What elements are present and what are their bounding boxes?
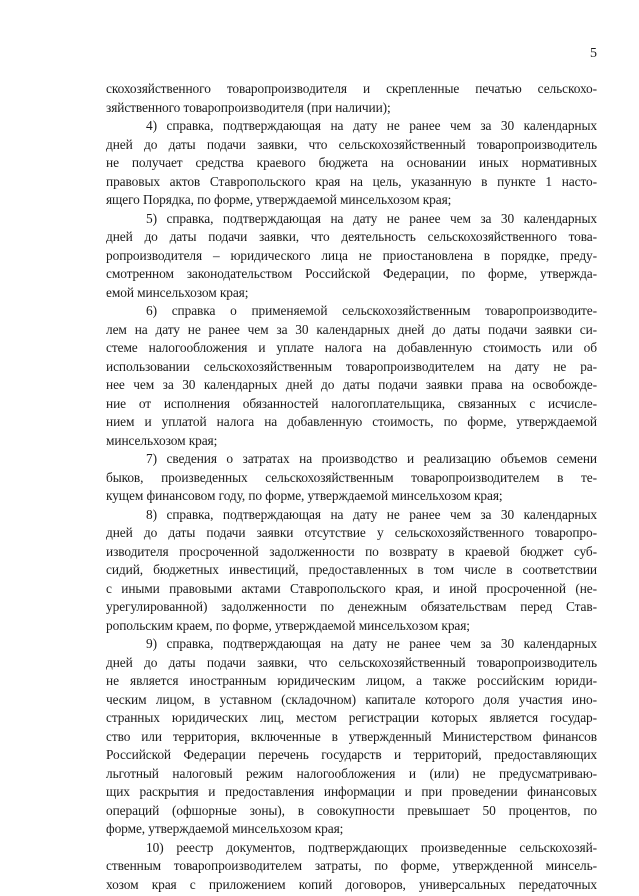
text-line: нием и уплатой налога на добавленную стоимость, по форме, утверждаемой <box>106 414 597 429</box>
text-line: ропроизводителя – юридического лица не приостановлена в порядке, преду- <box>106 247 597 263</box>
text-line: лем на дату не ранее чем за 30 календарных дней до даты подачи заявки си- <box>106 321 597 337</box>
text-line: не является иностранным юридическим лицом, а также российским юриди- <box>106 673 597 688</box>
text-line: емой минсельхозом края; <box>106 284 249 300</box>
text-line: ние от исполнения обязанностей налогоплательщика, связанных с исчисле- <box>106 395 597 411</box>
text-line: ропольским краем, по форме, утверждаемой минсельхозом края; <box>106 617 470 633</box>
text-line: льготный налоговый режим налогообложения и (или) не предусматриваю- <box>106 765 597 781</box>
text-line: дней до даты подачи заявки отсутствие у сельскохозяйственного товаропро- <box>106 525 597 540</box>
text-line: форме, утверждаемой минсельхозом края; <box>106 821 344 836</box>
text-line: с иными правовыми актами Ставропольского края, и иной просроченной (не- <box>106 580 597 596</box>
text-line: 8) справка, подтверждающая на дату не ранее чем за 30 календарных <box>146 506 597 522</box>
text-line: смотренном законодательством Российской Федерации, по форме, утвержда- <box>106 266 597 281</box>
text-line: кущем финансовом году, по форме, утверждаемой минсельхозом края; <box>106 488 503 503</box>
text-line: ство или территория, включенные в утвержденный Министерством финансов <box>106 728 597 744</box>
text-line: использовании сельскохозяйственным товаропроизводителем на дату не ра- <box>106 358 597 374</box>
text-line: быков, произведенных сельскохозяйственным товаропроизводителем в те- <box>106 469 597 485</box>
text-line: не получает средства краевого бюджета на основании иных нормативных <box>106 155 597 170</box>
text-line: ящего Порядка, по форме, утверждаемой минсельхозом края; <box>106 192 452 207</box>
text-line: 5) справка, подтверждающая на дату не ранее чем за 30 календарных <box>146 210 597 226</box>
text-line: Российской Федерации перечень государств и территорий, предоставляющих <box>106 747 597 762</box>
text-line: 6) справка о применяемой сельскохозяйственным товаропроизводите- <box>146 303 597 318</box>
text-line: хозом края с приложением копий договоров, универсальных передаточных <box>106 876 597 892</box>
text-line: стеме налогообложения и уплате налога на добавленную стоимость или об <box>106 340 597 355</box>
text-line: операций (офшорные зоны), в совокупности превышает 50 процентов, по <box>106 802 597 818</box>
text-line: минсельхозом края; <box>106 432 218 448</box>
text-line: дней до даты подачи заявки, что деятельность сельскохозяйственного това- <box>106 229 597 244</box>
text-line: сидий, бюджетных инвестиций, предоставленных в том числе в соответствии <box>106 562 597 577</box>
text-line: 7) сведения о затратах на производство и реализацию объемов семени <box>146 451 597 466</box>
page-number: 5 <box>590 46 597 61</box>
text-line: дней до даты подачи заявки, что сельскохозяйственный товаропроизводитель <box>106 654 597 670</box>
text-line: урегулированной) задолженности по денежным обязательствам перед Став- <box>106 599 597 614</box>
text-line: изводителя просроченной задолженности по возврату в краевой бюджет суб- <box>106 543 597 559</box>
text-line: дней до даты подачи заявки, что сельскохозяйственный товаропроизводитель <box>106 136 597 152</box>
text-line: ственным товаропроизводителем затраты, по форме, утвержденной минсель- <box>106 858 597 873</box>
text-line: странных юридических лиц, местом регистрации которых является государ- <box>106 710 597 725</box>
text-line: ческим лицом, в уставном (складочном) капитале которого доля участия ино- <box>106 691 597 707</box>
text-line: нее чем за 30 календарных дней до даты подачи заявки права на освобожде- <box>106 377 597 392</box>
text-line: 4) справка, подтверждающая на дату не ранее чем за 30 календарных <box>146 118 597 133</box>
text-line: 9) справка, подтверждающая на дату не ранее чем за 30 календарных <box>146 636 597 651</box>
text-line: щих раскрытия и предоставления информации и при проведении финансовых <box>106 784 597 799</box>
text-line: 10) реестр документов, подтверждающих произведенные сельскохозяй- <box>146 839 597 855</box>
text-line: зяйственного товаропроизводителя (при наличии); <box>106 99 391 115</box>
text-line: правовых актов Ставропольского края на цель, указанную в пункте 1 насто- <box>106 173 597 189</box>
text-line: скохозяйственного товаропроизводителя и скрепленные печатью сельскохо- <box>106 81 597 96</box>
